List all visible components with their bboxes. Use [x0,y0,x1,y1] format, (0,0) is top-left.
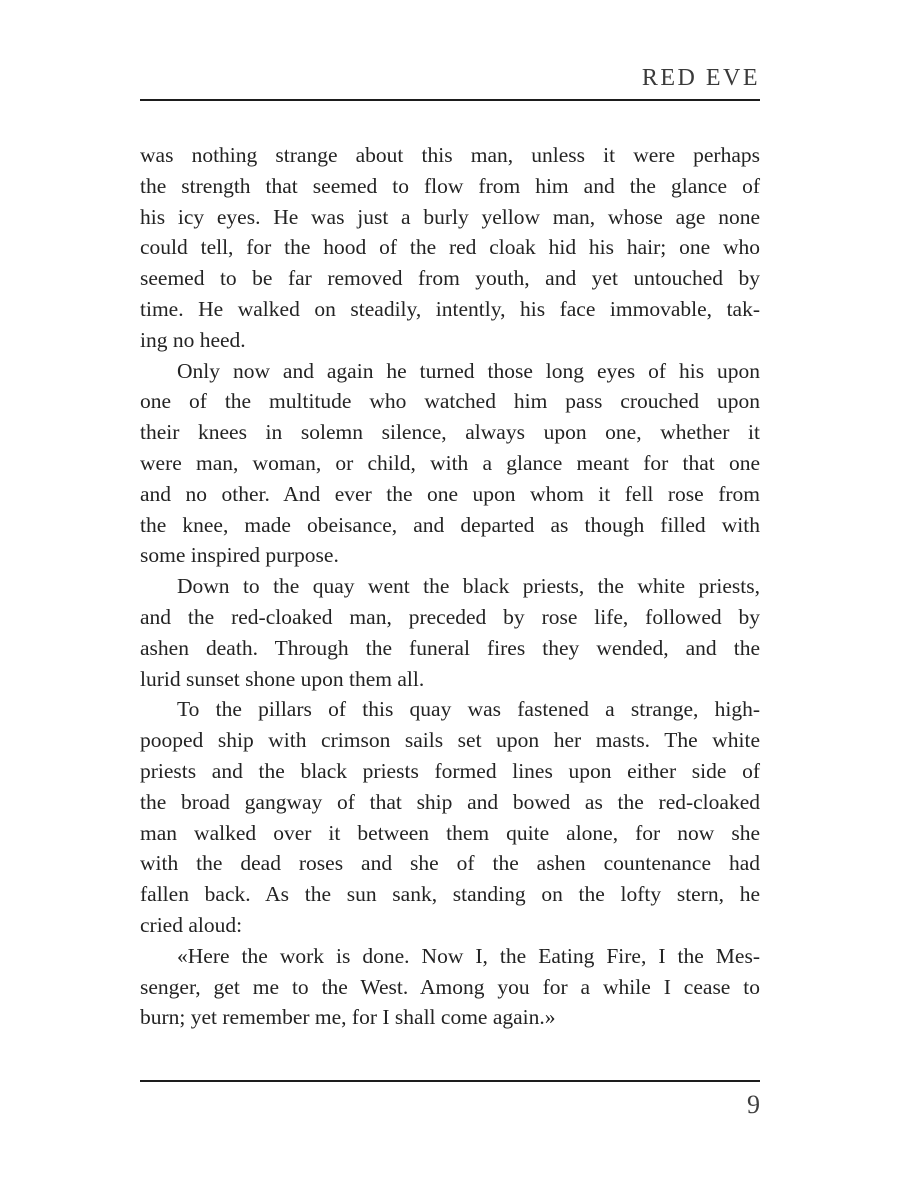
text-line: and the red-cloaked man, preceded by rose life, followed by [140,604,760,629]
text-line: time. He walked on steadily, intently, his face immovable, tak- [140,296,760,321]
paragraph [140,140,760,356]
text-line: To the pillars of this quay was fastened a strange, high- [177,697,760,722]
paragraph [140,571,760,694]
text-line: fallen back. As the sun sank, standing on the lofty stern, he [140,882,760,907]
text-line: ashen death. Through the funeral fires they wended, and the [140,635,760,660]
text-line: seemed to be far removed from youth, and yet untouched by [140,266,760,291]
running-head-title: RED EVE [641,65,760,91]
text-line: man walked over it between them quite alone, for now she [140,820,760,845]
text-line: with the dead roses and she of the ashen countenance had [140,851,760,876]
text-line: some inspired purpose. [140,543,339,568]
text-line: and no other. And ever the one upon whom it fell rose from [140,481,760,506]
text-line: one of the multitude who watched him pass crouched upon [140,389,760,414]
paragraph [140,356,760,572]
text-line: their knees in solemn silence, always upon one, whether it [140,420,760,445]
text-line: «Here the work is done. Now I, the Eating Fire, I the Mes- [177,943,760,968]
paragraph [140,694,760,940]
text-line: the strength that seemed to flow from him and the glance of [140,173,760,198]
text-line: priests and the black priests formed lines upon either side of [140,758,760,783]
text-line: Only now and again he turned those long eyes of his upon [177,358,760,383]
text-line: ing no heed. [140,327,246,352]
text-line: was nothing strange about this man, unless it were perhaps [140,143,760,167]
text-line: could tell, for the hood of the red cloak hid his hair; one who [140,235,760,260]
page-body [140,140,760,1033]
text-line: burn; yet remember me, for I shall come again.» [140,1005,556,1030]
text-line: the knee, made obeisance, and departed as though filled with [140,512,760,537]
text-line: senger, get me to the West. Among you for a while I cease to [140,974,760,999]
text-line: his icy eyes. He was just a burly yellow man, whose age none [140,204,760,229]
text-line: were man, woman, or child, with a glance meant for that one [140,450,760,475]
text-line: pooped ship with crimson sails set upon her masts. The white [140,728,760,753]
text-line: cried aloud: [140,912,243,937]
text-line: the broad gangway of that ship and bowed as the red-cloaked [140,789,760,814]
header-rule [140,99,760,101]
text-line: lurid sunset shone upon them all. [140,666,425,691]
text-line: Down to the quay went the black priests, the white priests, [177,574,760,599]
footer-rule [140,1080,760,1082]
page-number: 9 [747,1090,760,1119]
paragraph [140,941,760,1033]
